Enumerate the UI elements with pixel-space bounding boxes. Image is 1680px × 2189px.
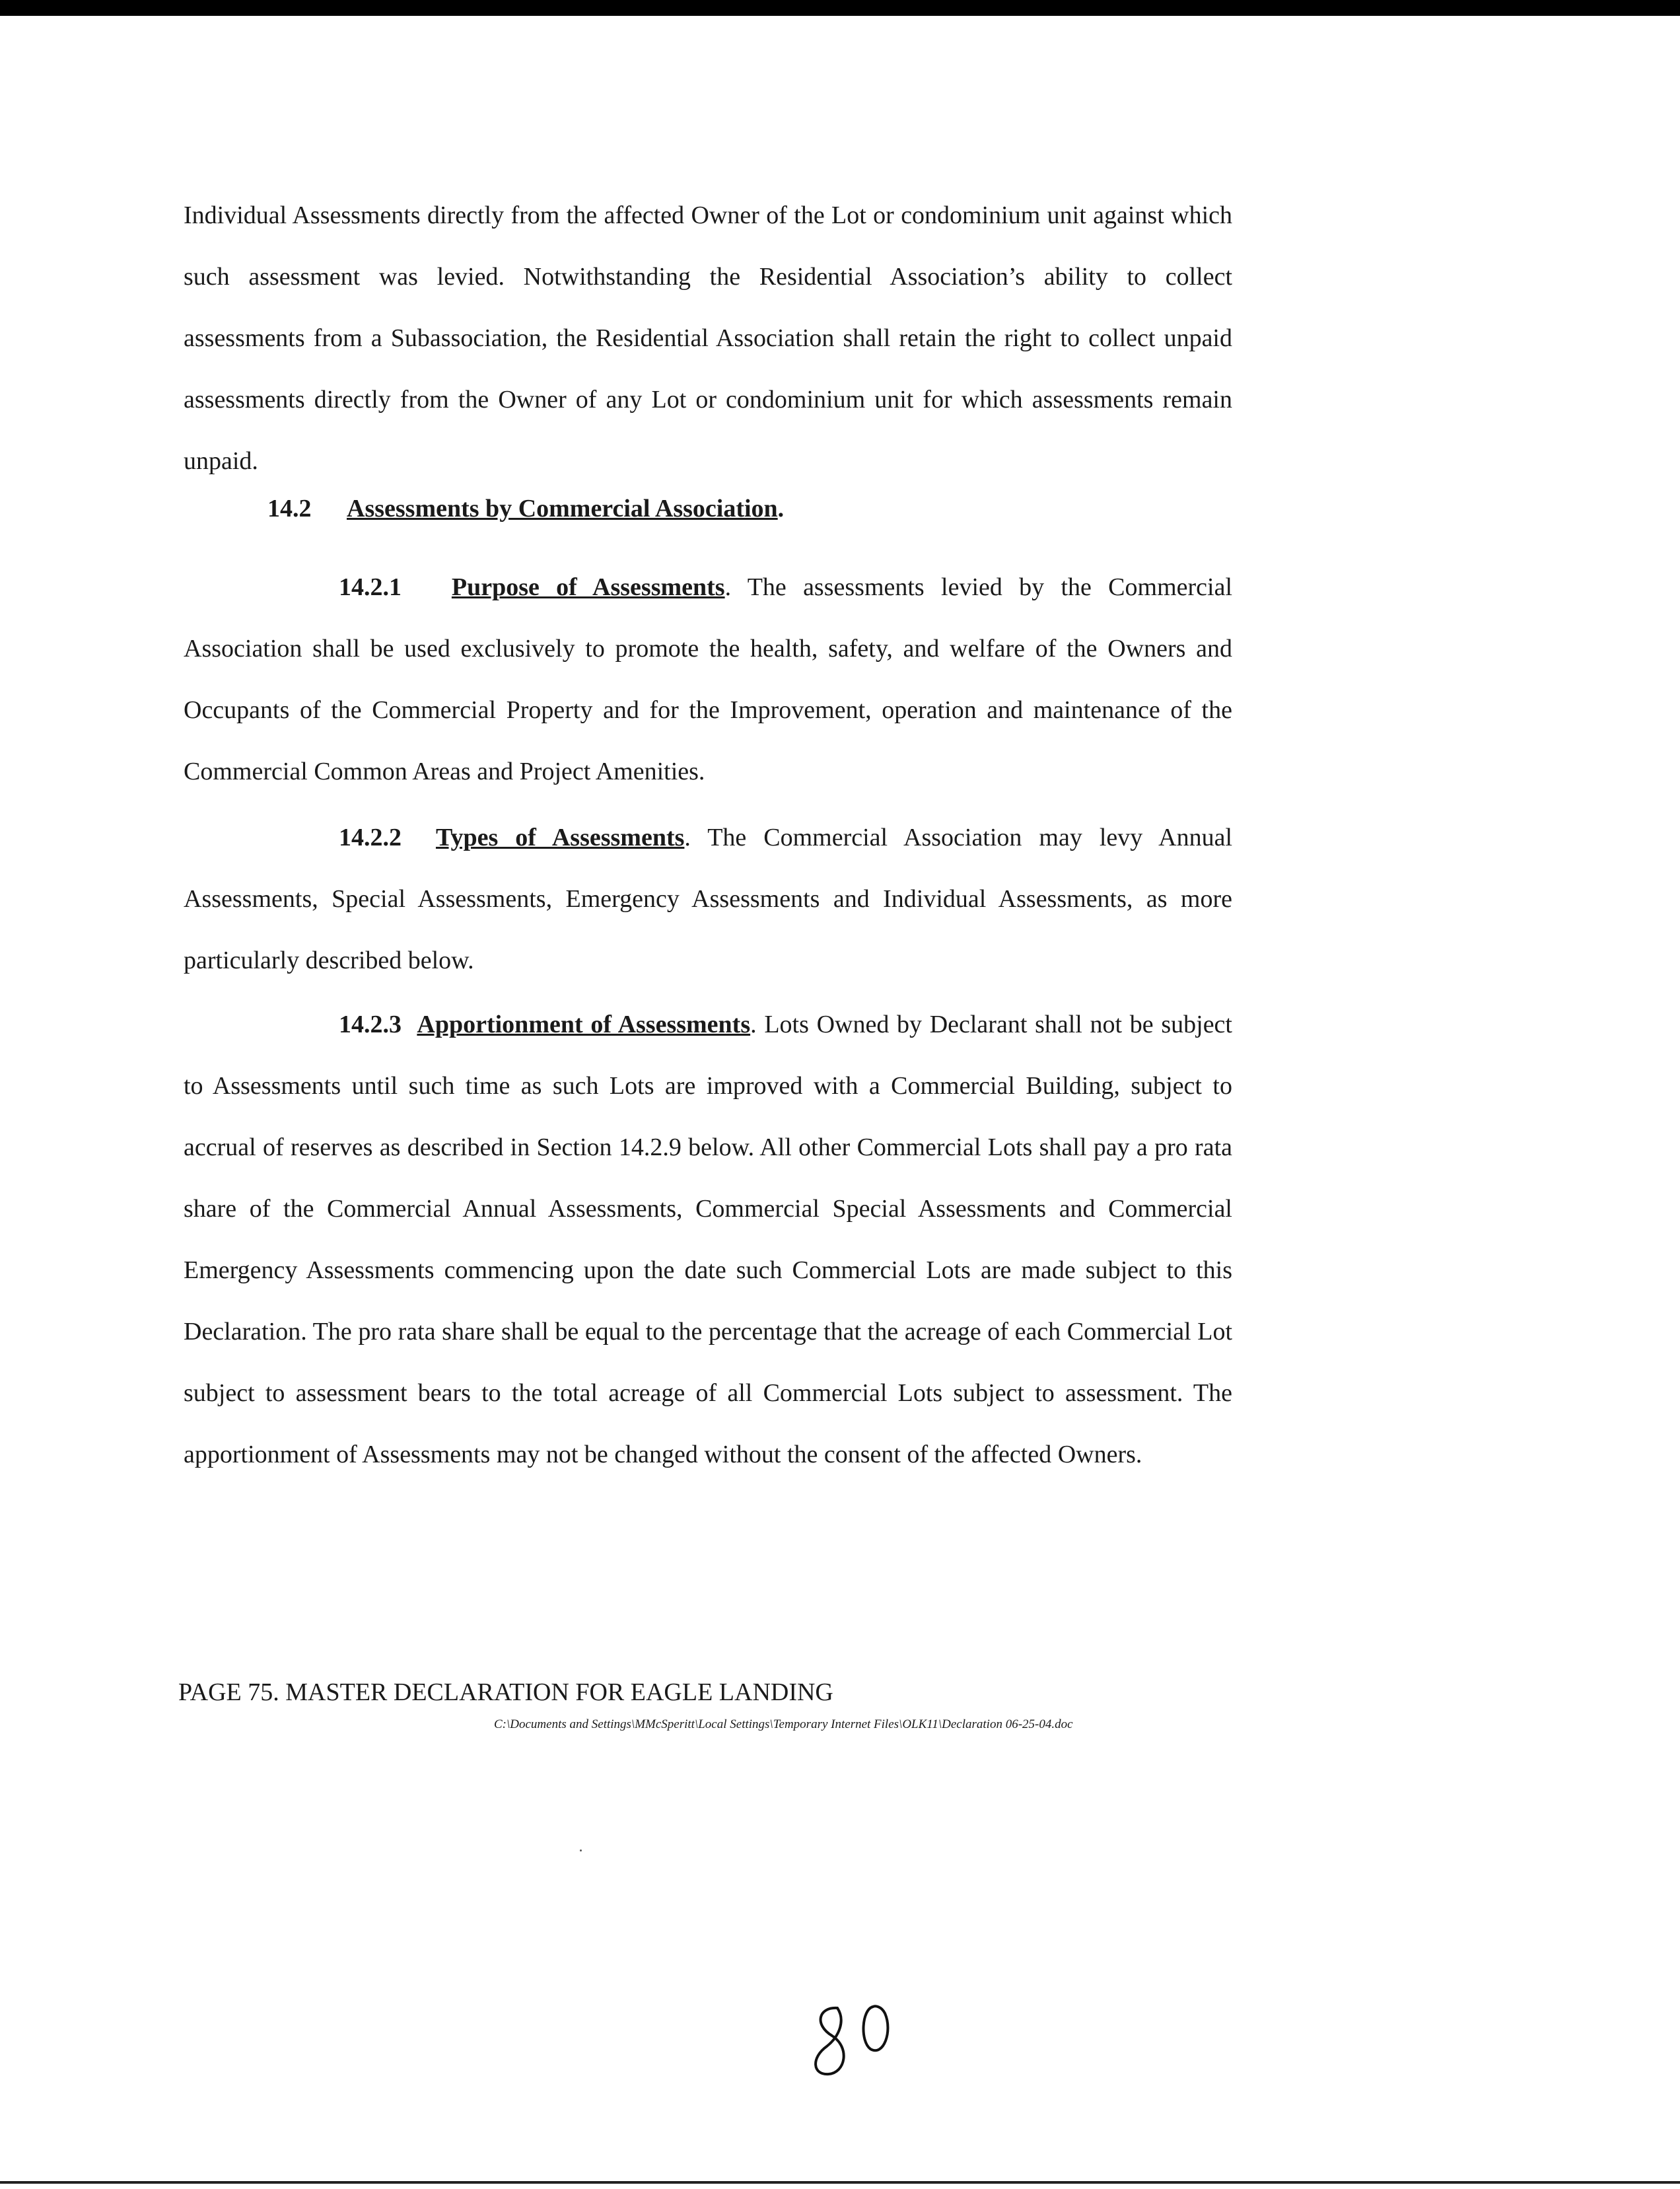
subsection-14-2-3 xyxy=(184,994,1232,1486)
section-title: Assessments by Commercial Association xyxy=(347,495,778,522)
scan-speck xyxy=(580,1849,582,1851)
subsection-number: 14.2.3 xyxy=(339,1011,402,1038)
file-path-footer: C:\Documents and Settings\MMcSperitt\Local Settings\Temporary Internet Files\OLK11\Declaration 06-25-04.doc xyxy=(494,1717,1073,1731)
subsection-14-2-2 xyxy=(184,807,1232,991)
section-title-period: . xyxy=(777,495,785,522)
subsection-number: 14.2.2 xyxy=(339,824,402,851)
scan-edge-bottom xyxy=(0,2181,1680,2184)
scan-edge-top xyxy=(0,0,1680,16)
section-heading-14-2 xyxy=(267,494,784,523)
section-number: 14.2 xyxy=(267,495,312,522)
subsection-title: Purpose of Assessments xyxy=(451,573,725,601)
subsection-title: Types of Assessments xyxy=(435,824,685,851)
subsection-text: . The Commercial Association may levy Annual Assessments, Special Assessments, Emergency Assessments and Individual Assessments, as more particularly described below. xyxy=(184,824,1233,974)
subsection-number: 14.2.1 xyxy=(339,573,402,601)
subsection-text: . Lots Owned by Declarant shall not be subject to Assessments until such time as such Lots are improved with a Commercial Building, subject to accrual of reserves as described in Section 14.2.9 below. All other Commercial Lots shall pay a pro rata share of the Commercial Annual Assessments, Commercial Special Assessments and Commercial Emergency Assessments commencing upon the date such Commercial Lots are made subject to this Declaration. The pro rata share shall be equal to the percentage that the acreage of each Commercial Lot subject to assessment bears to the total acreage of all Commercial Lots subject to assessment. The apportionment of Assessments may not be changed without the consent of the affected Owners. xyxy=(184,1011,1232,1468)
handwritten-page-number xyxy=(799,1995,905,2094)
paragraph-text: Individual Assessments directly from the affected Owner of the Lot or condominium unit against which such assessment was levied. Notwithstanding the Residential Association’s ability to collect assessments from a Subassociation, the Residential Association shall retain the right to collect unpaid assessments directly from the Owner of any Lot or condominium unit for which assessments remain unpaid. xyxy=(184,201,1232,475)
subsection-text: . The assessments levied by the Commercial Association shall be used exclusively to promote the health, safety, and welfare of the Owners and Occupants of the Commercial Property and for the Improvement, operation and maintenance of the Commercial Common Areas and Project Amenities. xyxy=(184,573,1232,785)
paragraph-continued xyxy=(184,185,1232,492)
subsection-14-2-1 xyxy=(184,557,1232,803)
page-footer: PAGE 75. MASTER DECLARATION FOR EAGLE LANDING xyxy=(178,1678,833,1706)
subsection-title: Apportionment of Assessments xyxy=(417,1011,751,1038)
